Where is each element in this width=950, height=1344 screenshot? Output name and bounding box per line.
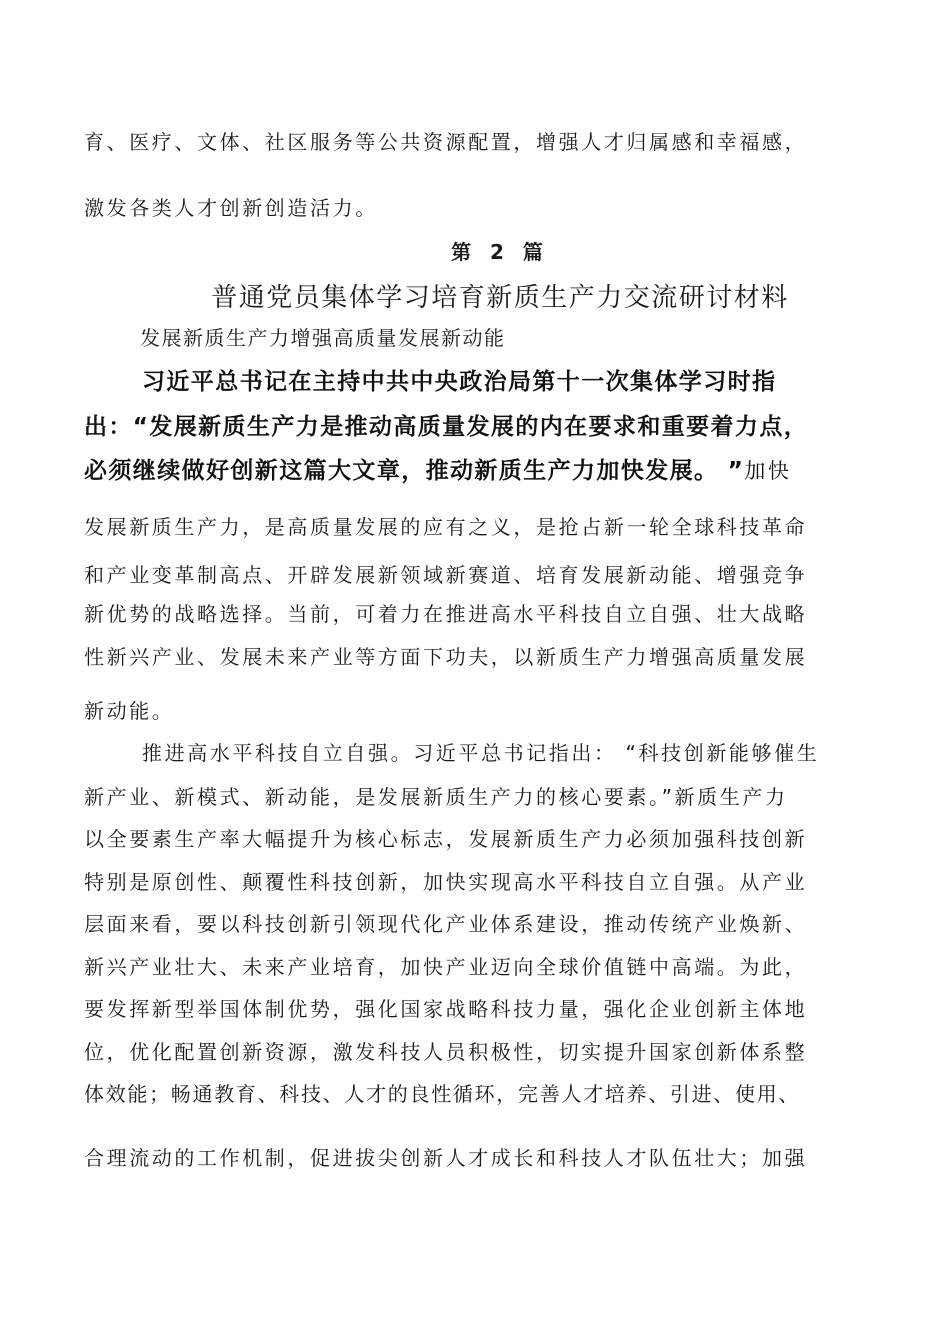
- subtitle: 发展新质生产力增强高质量发展新动能: [140, 326, 506, 350]
- text-line: 合理流动的工作机制，促进拔尖创新人才成长和科技人才队伍壮大；加强: [84, 1146, 808, 1170]
- text-line: 和产业变革制高点、开辟发展新领域新赛道、培育发展新动能、增强竞争: [84, 563, 808, 587]
- text-line: 新动能。: [84, 699, 175, 723]
- quote-tail-text: 加快: [744, 459, 792, 483]
- text-line: 新产业、新模式、新动能，是发展新质生产力的核心要素。”新质生产力: [84, 785, 788, 809]
- text-line: 激发各类人才创新创造活力。: [84, 196, 378, 220]
- text-line: 位，优化配置创新资源，激发科技人员积极性，切实提升国家创新体系整: [84, 1040, 808, 1064]
- text-line: 要发挥新型举国体制优势，强化国家战略科技力量，强化企业创新主体地: [84, 997, 808, 1021]
- bold-quote-line: 出：“发展新质生产力是推动高质量发展的内在要求和重要着力点，: [84, 414, 809, 440]
- bold-quote-text: 必须继续做好创新这篇大文章，推动新质生产力加快发展。 ”: [84, 458, 745, 484]
- bold-quote-line-with-tail: [84, 457, 791, 485]
- text-line: 性新兴产业、发展未来产业等方面下功夫，以新质生产力增强高质量发展: [84, 645, 808, 669]
- text-line: 推进高水平科技自立自强。习近平总书记指出： “科技创新能够催生: [142, 741, 820, 765]
- text-line: 体效能；畅通教育、科技、人才的良性循环，完善人才培养、引进、使用、: [84, 1082, 801, 1106]
- section-number: 第 2 篇: [451, 240, 549, 264]
- section-title: 普通党员集体学习培育新质生产力交流研讨材料: [211, 283, 789, 313]
- text-line: 新兴产业壮大、未来产业培育，加快产业迈向全球价值链中高端。为此，: [84, 955, 808, 979]
- text-line: 新优势的战略选择。当前，可着力在推进高水平科技自立自强、壮大战略: [84, 602, 808, 626]
- text-line: 发展新质生产力，是高质量发展的应有之义，是抢占新一轮全球科技革命: [84, 515, 808, 539]
- bold-quote-line: 习近平总书记在主持中共中央政治局第十一次集体学习时指: [142, 369, 777, 395]
- text-line: 特别是原创性、颠覆性科技创新，加快实现高水平科技自立自强。从产业: [84, 870, 808, 894]
- text-line: 层面来看，要以科技创新引领现代化产业体系建设，推动传统产业焕新、: [84, 912, 808, 936]
- text-line: 以全要素生产率大幅提升为核心标志，发展新质生产力必须加强科技创新: [84, 827, 808, 851]
- text-line: 育、医疗、文体、社区服务等公共资源配置，增强人才归属感和幸福感，: [84, 130, 808, 154]
